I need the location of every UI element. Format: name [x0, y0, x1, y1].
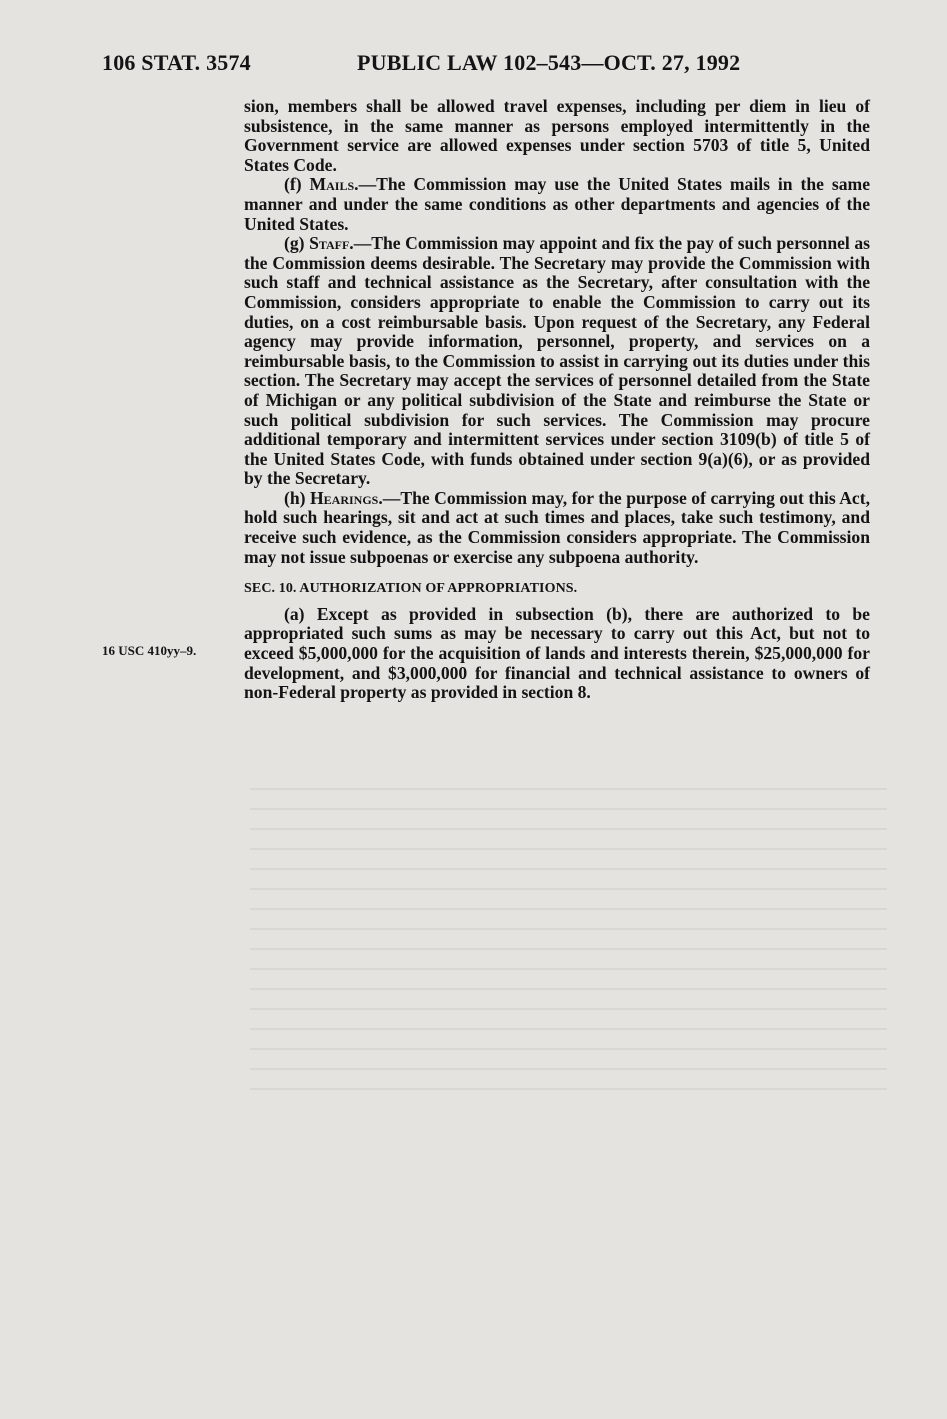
- subsection-heading: Staff.: [309, 233, 354, 254]
- subsection-label: (f): [284, 174, 310, 195]
- law-title: PUBLIC LAW 102–543—OCT. 27, 1992: [357, 50, 741, 75]
- paragraph-h-hearings: [244, 489, 870, 567]
- show-through-bleed: [230, 770, 907, 1239]
- usc-margin-citation: 16 USC 410yy–9.: [102, 643, 197, 658]
- subsection-text: —The Commission may use the United States mails in the same manner and under the same conditions as other departments and agencies of the United States.: [244, 174, 870, 234]
- page-header: [102, 44, 882, 84]
- subsection-label: (h): [284, 487, 310, 508]
- paragraph-f-mails: [244, 175, 870, 234]
- subsection-label: (g): [284, 233, 310, 254]
- section-heading: SEC. 10. AUTHORIZATION OF APPROPRIATIONS.: [244, 581, 578, 597]
- subsection-heading: Hearings.: [309, 487, 383, 508]
- subsection-text: —The Commission may appoint and fix the pay of such personnel as the Commission deems desirable. The Secretary may provide the Commission with such staff and technical assistance as the Secretary, after consultation with the Commission, considers appropriate to enable the Commission to carry out its duties, on a cost reimbursable basis. Upon request of the Secretary, any Federal agency may provide information, personnel, property, and services on a reimbursable basis, to the Commission to assist in carrying out its duties under this section. The Secretary may accept the services of personnel detailed from the State of Michigan or any political subdivision of the State and reimburse the State or such political subdivision for such services. The Commission may procure additional temporary and intermittent services under section 3109(b) of title 5 of the United States Code, with funds obtained under section 9(a)(6), or as provided by the Secretary.: [244, 233, 870, 489]
- document-body: [244, 97, 870, 703]
- subsection-heading: Mails.: [309, 174, 359, 195]
- paragraph-continuation: sion, members shall be allowed travel expenses, including per diem in lieu of subsistence, in the same manner as persons employed intermittently in the Government service are allowed expenses under section 5703 of title 5, United States Code.: [244, 96, 870, 175]
- paragraph-g-staff: [244, 234, 870, 489]
- paragraph-a-authorization: (a) Except as provided in subsection (b), there are authorized to be appropriated such sums as may be necessary to carry out this Act, but not to exceed $5,000,000 for the acquisition of lands and interests therein, $25,000,000 for development, and $3,000,000 for financial and technical assistance to owners of non-Federal property as provided in section 8.: [244, 603, 870, 703]
- subsection-text: —The Commission may, for the purpose of carrying out this Act, hold such hearings, sit and act at such times and places, take such testimony, and receive such evidence, as the Commission considers appropriate. The Commission may not issue subpoenas or exercise any subpoena authority.: [244, 487, 870, 567]
- statute-reference: 106 STAT. 3574: [102, 50, 251, 75]
